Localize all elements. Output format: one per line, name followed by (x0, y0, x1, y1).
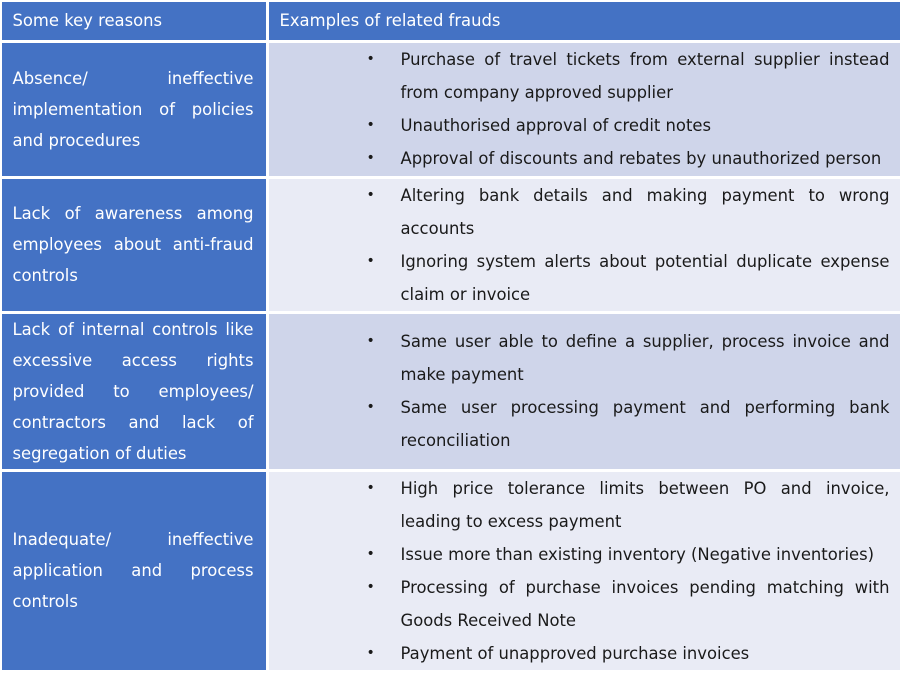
example-text: Same user able to define a supplier, process invoice and make payment (400, 332, 890, 384)
example-text: Payment of unapproved purchase invoices (400, 643, 750, 663)
examples-list (269, 472, 890, 670)
table-row (2, 43, 900, 176)
list-item (269, 142, 890, 175)
header-key-reasons: Some key reasons (2, 2, 266, 40)
table-header-row (2, 2, 900, 40)
bullet-icon: • (366, 479, 375, 496)
table-row (2, 179, 900, 311)
example-text: Issue more than existing inventory (Negative inventories) (400, 544, 875, 564)
examples-list (269, 325, 890, 457)
list-item (269, 391, 890, 457)
example-text: Altering bank details and making payment to wrong accounts (400, 185, 890, 238)
list-item (269, 109, 890, 142)
examples-list (269, 179, 890, 311)
bullet-icon: • (366, 545, 375, 562)
bullet-icon: • (366, 150, 375, 166)
bullet-icon: • (366, 186, 375, 203)
list-item (269, 538, 890, 571)
examples-cell (269, 314, 900, 469)
bullet-icon: • (366, 333, 375, 349)
table-row (2, 314, 900, 469)
examples-list (269, 43, 890, 175)
examples-cell (269, 179, 900, 311)
list-item (269, 472, 890, 538)
bullet-icon: • (366, 644, 375, 661)
reason-cell: Lack of internal controls like excessive access rights provided to employees/ contractors and lack of segregation of duties (2, 314, 266, 469)
list-item (269, 637, 890, 670)
header-related-frauds: Examples of related frauds (269, 2, 900, 40)
example-text: Ignoring system alerts about potential duplicate expense claim or invoice (400, 251, 890, 304)
reason-cell: Lack of awareness among employees about anti-fraud controls (2, 179, 266, 311)
reason-cell: Absence/ ineffective implementation of policies and procedures (2, 43, 266, 176)
bullet-icon: • (366, 252, 375, 269)
example-text: Processing of purchase invoices pending matching with Goods Received Note (400, 577, 890, 630)
example-text: Purchase of travel tickets from external supplier instead from company approved supplier (400, 50, 890, 102)
examples-cell (269, 43, 900, 176)
list-item (269, 325, 890, 391)
table-row (2, 472, 900, 670)
reason-cell: Inadequate/ ineffective application and process controls (2, 472, 266, 670)
list-item (269, 245, 890, 311)
list-item (269, 43, 890, 109)
example-text: High price tolerance limits between PO and invoice, leading to excess payment (400, 478, 890, 531)
example-text: Approval of discounts and rebates by unauthorized person (400, 149, 882, 168)
bullet-icon: • (366, 117, 375, 133)
list-item (269, 179, 890, 245)
bullet-icon: • (366, 399, 375, 415)
examples-cell (269, 472, 900, 670)
bullet-icon: • (366, 578, 375, 595)
bullet-icon: • (366, 51, 375, 67)
example-text: Unauthorised approval of credit notes (400, 116, 712, 135)
list-item (269, 571, 890, 637)
example-text: Same user processing payment and performing bank reconciliation (400, 398, 890, 450)
